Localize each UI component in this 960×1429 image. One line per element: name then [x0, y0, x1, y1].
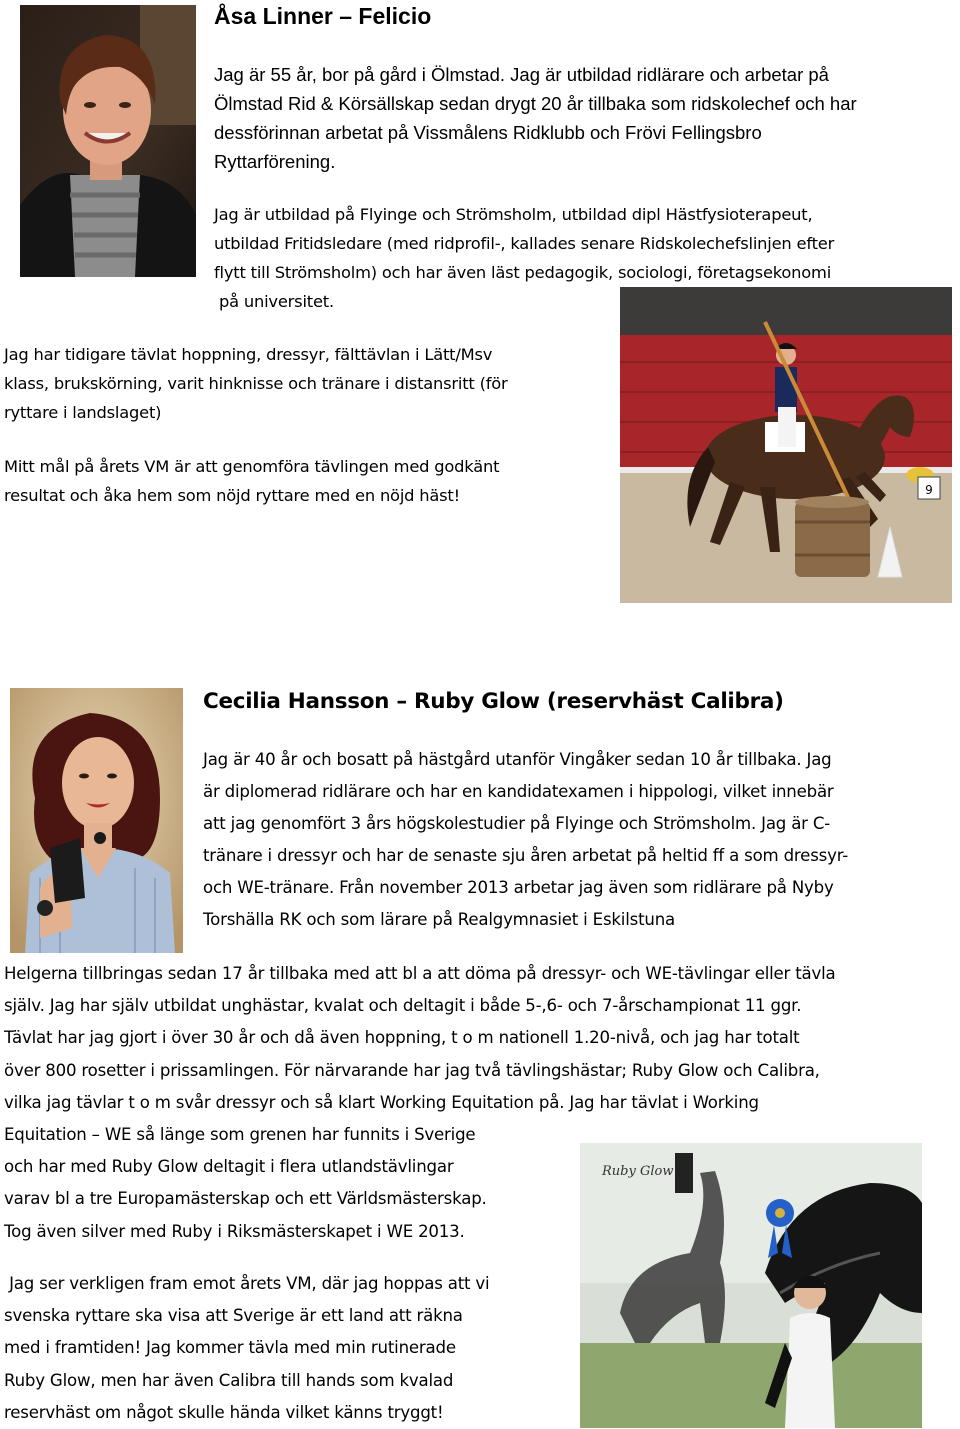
- section1-intro-paragraph: [214, 60, 857, 176]
- text-line: Tog även silver med Ruby i Riksmästerskapet i WE 2013.: [4, 1221, 465, 1241]
- text-line: Jag är 55 år, bor på gård i Ölmstad. Jag är utbildad ridlärare och arbetar på: [214, 64, 829, 85]
- dressage-horse-photo: [620, 287, 952, 603]
- text-line: att jag genomfört 3 års högskolestudier på Flyinge och Strömsholm. Jag är C-: [203, 814, 831, 833]
- text-line: flytt till Strömsholm) och har även läst pedagogik, sociologi, företagsekonomi: [214, 263, 832, 282]
- text-line: vilka jag tävlar t o m svår dressyr och så klart Working Equitation på. Jag har tävlat i Working: [4, 1092, 759, 1112]
- text-line: med i framtiden! Jag kommer tävla med min rutinerade: [4, 1338, 456, 1358]
- text-line: Jag ser verkligen fram emot årets VM, där jag hoppas att vi: [4, 1274, 490, 1293]
- text-line: Ryttarförening.: [214, 151, 336, 172]
- text-line: utbildad Fritidsledare (med ridprofil-, kallades senare Ridskolechefslinjen efter: [214, 234, 835, 253]
- text-line: ryttare i landslaget): [4, 403, 162, 422]
- text-line: över 800 rosetter i prissamlingen. För närvarande har jag två tävlingshästar; Ruby Glow och Calibra,: [4, 1060, 820, 1080]
- text-line: och har med Ruby Glow deltagit i flera utlandstävlingar: [4, 1157, 454, 1177]
- text-line: svenska ryttare ska visa att Sverige är ett land att räkna: [4, 1306, 463, 1326]
- section1-competition-paragraph: [4, 340, 508, 427]
- text-line: Helgerna tillbringas sedan 17 år tillbaka med att bl a att döma på dressyr- och WE-tävlingar eller tävla: [4, 964, 836, 983]
- text-line: reservhäst om något skulle hända vilket känns tryggt!: [4, 1402, 444, 1422]
- portrait-asa-linner: [20, 5, 196, 277]
- text-line: klass, brukskörning, varit hinknisse och tränare i distansritt (för: [4, 374, 508, 393]
- text-line: Tävlat har jag gjort i över 30 år och då även hoppning, t o m nationell 1.20-nivå, och jag har totalt: [4, 1028, 800, 1048]
- text-line: Mitt mål på årets VM är att genomföra tävlingen med godkänt: [4, 457, 500, 476]
- section1-goal-paragraph: [4, 452, 499, 510]
- text-line: Torshälla RK och som lärare på Realgymnasiet i Eskilstuna: [203, 910, 675, 929]
- arena-marker-number: 9: [925, 483, 933, 497]
- text-line: Equitation – WE så länge som grenen har funnits i Sverige: [4, 1125, 476, 1145]
- text-line: är diplomerad ridlärare och har en kandidatexamen i hippologi, vilket innebär: [203, 782, 834, 801]
- text-line: Jag är 40 år och bosatt på hästgård utanför Vingåker sedan 10 år tillbaka. Jag: [203, 750, 832, 769]
- text-line: Ölmstad Rid & Körsällskap sedan drygt 20 år tillbaka som ridskolechef och har: [214, 93, 857, 114]
- banner-text: Ruby Glow: [602, 1164, 674, 1179]
- section2-closing-paragraph: [4, 1268, 489, 1429]
- black-horse-rosette-photo: [580, 1143, 922, 1428]
- text-line: varav bl a tre Europamästerskap och ett Världsmästerskap.: [4, 1189, 487, 1209]
- section2-intro-paragraph: [203, 744, 848, 936]
- text-line: dessförinnan arbetat på Vissmålens Ridklubb och Frövi Fellingsbro: [214, 122, 762, 143]
- text-line: Jag har tidigare tävlat hoppning, dressyr, fälttävlan i Lätt/Msv: [4, 345, 493, 364]
- portrait-cecilia-hansson: [10, 688, 183, 953]
- text-line: Jag är utbildad på Flyinge och Strömsholm, utbildad dipl Hästfysioterapeut,: [214, 205, 813, 224]
- text-line: på universitet.: [214, 292, 334, 311]
- text-line: och WE-tränare. Från november 2013 arbetar jag även som ridlärare på Nyby: [203, 878, 834, 897]
- section1-title: Åsa Linner – Felicio: [214, 3, 432, 29]
- section2-title: Cecilia Hansson – Ruby Glow (reservhäst Calibra): [203, 689, 784, 714]
- text-line: resultat och åka hem som nöjd ryttare med en nöjd häst!: [4, 486, 460, 505]
- text-line: själv. Jag har själv utbildat unghästar, kvalat och deltagit i både 5-,6- och 7-årschampionat 11 ggr.: [4, 996, 802, 1016]
- text-line: Ruby Glow, men har även Calibra till hands som kvalad: [4, 1370, 454, 1390]
- text-line: tränare i dressyr och har de senaste sju åren arbetat på heltid ff a som dressyr-: [203, 846, 849, 865]
